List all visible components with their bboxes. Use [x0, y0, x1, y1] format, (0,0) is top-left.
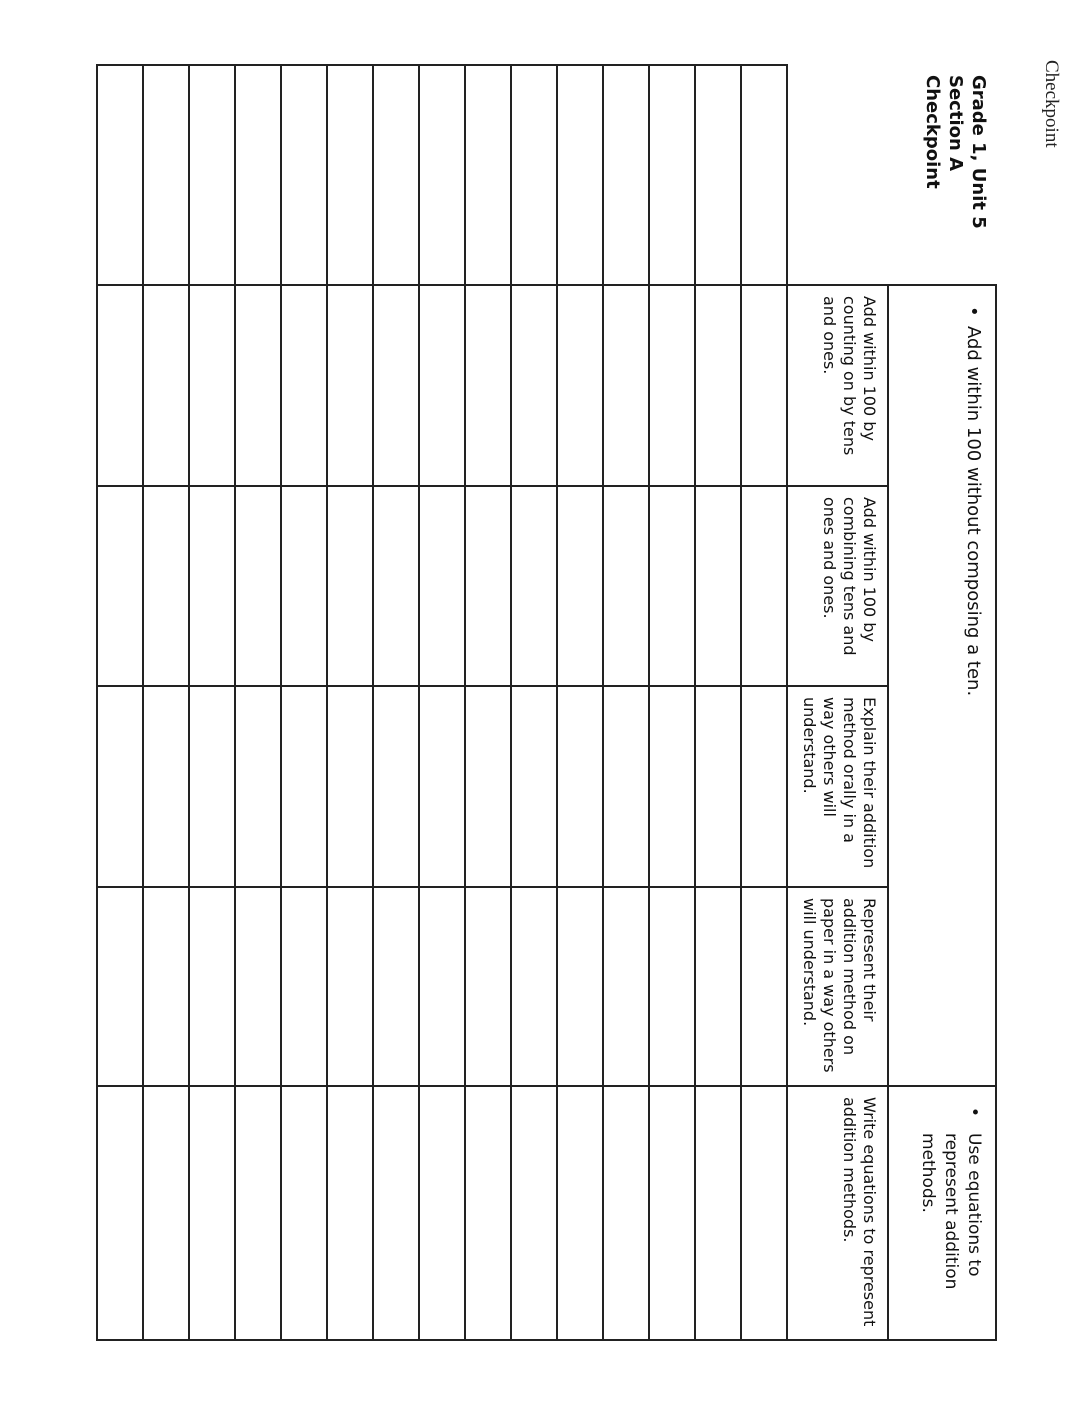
- checklist-cell[interactable]: [235, 285, 281, 486]
- checklist-cell[interactable]: [373, 486, 419, 686]
- checklist-cell[interactable]: [649, 486, 695, 686]
- goal-text: Use equations to represent addition methods.: [918, 1133, 984, 1290]
- checklist-cell[interactable]: [235, 1086, 281, 1340]
- checklist-cell[interactable]: [557, 1086, 603, 1340]
- checklist-cell[interactable]: [235, 686, 281, 887]
- checklist-cell[interactable]: [97, 887, 143, 1086]
- student-name-cell[interactable]: [97, 65, 143, 285]
- checklist-cell[interactable]: [327, 1086, 373, 1340]
- checklist-cell[interactable]: [373, 686, 419, 887]
- checklist-cell[interactable]: [281, 1086, 327, 1340]
- checklist-cell[interactable]: [281, 887, 327, 1086]
- checklist-cell[interactable]: [557, 285, 603, 486]
- student-row: [235, 65, 281, 1340]
- checklist-cell[interactable]: [327, 686, 373, 887]
- checklist-cell[interactable]: [465, 1086, 511, 1340]
- checklist-cell[interactable]: [327, 486, 373, 686]
- checklist-cell[interactable]: [649, 887, 695, 1086]
- checklist-cell[interactable]: [97, 686, 143, 887]
- student-row: [603, 65, 649, 1340]
- checklist-cell[interactable]: [327, 285, 373, 486]
- checklist-cell[interactable]: [143, 887, 189, 1086]
- checklist-cell[interactable]: [557, 887, 603, 1086]
- checklist-cell[interactable]: [97, 486, 143, 686]
- checklist-cell[interactable]: [373, 887, 419, 1086]
- student-name-cell[interactable]: [695, 65, 741, 285]
- checklist-cell[interactable]: [235, 887, 281, 1086]
- checklist-cell[interactable]: [465, 887, 511, 1086]
- student-name-cell[interactable]: [511, 65, 557, 285]
- student-row: [189, 65, 235, 1340]
- student-name-cell[interactable]: [557, 65, 603, 285]
- checklist-landscape: [129, 64, 997, 1339]
- student-row: [557, 65, 603, 1340]
- goal-text: Add within 100 without composing a ten.: [963, 326, 984, 697]
- checklist-cell[interactable]: [419, 887, 465, 1086]
- checklist-cell[interactable]: [189, 686, 235, 887]
- student-name-cell[interactable]: [189, 65, 235, 285]
- checklist-cell[interactable]: [511, 285, 557, 486]
- checklist-cell[interactable]: [649, 285, 695, 486]
- student-name-cell[interactable]: [419, 65, 465, 285]
- checklist-cell[interactable]: [695, 486, 741, 686]
- checklist-cell[interactable]: [557, 686, 603, 887]
- checklist-sheet: [129, 64, 997, 1339]
- checklist-cell[interactable]: [143, 285, 189, 486]
- student-name-cell[interactable]: [649, 65, 695, 285]
- title-line: Checkpoint: [922, 75, 943, 189]
- checklist-cell[interactable]: [419, 1086, 465, 1340]
- student-name-cell[interactable]: [143, 65, 189, 285]
- checklist-cell[interactable]: [143, 486, 189, 686]
- checklist-cell[interactable]: [695, 887, 741, 1086]
- checklist-cell[interactable]: [419, 686, 465, 887]
- checklist-cell[interactable]: [189, 887, 235, 1086]
- checkpoint-title: [787, 65, 996, 285]
- goal-row: [888, 65, 996, 1340]
- checklist-cell[interactable]: [557, 486, 603, 686]
- student-row: [97, 65, 143, 1340]
- checklist-cell[interactable]: [741, 1086, 787, 1340]
- student-name-cell[interactable]: [235, 65, 281, 285]
- checklist-cell[interactable]: [741, 285, 787, 486]
- student-name-cell[interactable]: [465, 65, 511, 285]
- checklist-cell[interactable]: [281, 285, 327, 486]
- title-line: Grade 1, Unit 5: [968, 75, 989, 229]
- checklist-cell[interactable]: [189, 285, 235, 486]
- bullet: •: [963, 306, 984, 317]
- student-row: [281, 65, 327, 1340]
- checklist-cell[interactable]: [97, 1086, 143, 1340]
- criterion-cell: Add within 100 by counting on by tens and ones.: [787, 285, 888, 486]
- checklist-cell[interactable]: [603, 686, 649, 887]
- checklist-cell[interactable]: [373, 285, 419, 486]
- student-row: [373, 65, 419, 1340]
- student-name-cell[interactable]: [741, 65, 787, 285]
- checklist-cell[interactable]: [143, 686, 189, 887]
- student-row: [143, 65, 189, 1340]
- checklist-cell[interactable]: [465, 686, 511, 887]
- student-row: [695, 65, 741, 1340]
- criterion-cell: Write equations to represent addition methods.: [787, 1086, 888, 1340]
- checklist-cell[interactable]: [281, 686, 327, 887]
- checklist-cell[interactable]: [189, 486, 235, 686]
- student-rows: [97, 65, 787, 1340]
- student-row: [419, 65, 465, 1340]
- checklist-cell[interactable]: [511, 887, 557, 1086]
- goal-cell-2: [888, 1086, 996, 1340]
- checklist-cell[interactable]: [603, 1086, 649, 1340]
- page-header: Checkpoint: [1041, 60, 1062, 148]
- checklist-cell[interactable]: [741, 686, 787, 887]
- checklist-cell[interactable]: [327, 887, 373, 1086]
- student-name-cell[interactable]: [603, 65, 649, 285]
- checklist-cell[interactable]: [419, 486, 465, 686]
- student-row: [327, 65, 373, 1340]
- checklist-cell[interactable]: [511, 1086, 557, 1340]
- goal-cell-1: [888, 285, 996, 1086]
- checklist-cell[interactable]: [189, 1086, 235, 1340]
- checklist-cell[interactable]: [741, 887, 787, 1086]
- student-row: [511, 65, 557, 1340]
- student-row: [465, 65, 511, 1340]
- checklist-cell[interactable]: [97, 285, 143, 486]
- checklist-cell[interactable]: [511, 686, 557, 887]
- checklist-cell[interactable]: [649, 1086, 695, 1340]
- checklist-cell[interactable]: [465, 285, 511, 486]
- checklist-cell[interactable]: [695, 285, 741, 486]
- checklist-cell[interactable]: [603, 285, 649, 486]
- checklist-cell[interactable]: [465, 486, 511, 686]
- checklist-cell[interactable]: [649, 686, 695, 887]
- student-name-cell[interactable]: [281, 65, 327, 285]
- checklist-cell[interactable]: [695, 1086, 741, 1340]
- checklist-cell[interactable]: [695, 686, 741, 887]
- bullet: •: [964, 1107, 984, 1118]
- checklist-cell[interactable]: [143, 1086, 189, 1340]
- checklist-cell[interactable]: [281, 486, 327, 686]
- checklist-cell[interactable]: [603, 887, 649, 1086]
- checklist-cell[interactable]: [235, 486, 281, 686]
- checklist-cell[interactable]: [741, 486, 787, 686]
- checklist-cell[interactable]: [603, 486, 649, 686]
- criterion-cell: Represent their addition method on paper in a way others will understand.: [787, 887, 888, 1086]
- checkpoint-table: [96, 64, 997, 1341]
- criterion-cell: Explain their addition method orally in a way others will understand.: [787, 686, 888, 887]
- checklist-cell[interactable]: [511, 486, 557, 686]
- student-name-cell[interactable]: [373, 65, 419, 285]
- title-line: Section A: [945, 75, 966, 171]
- student-row: [741, 65, 787, 1340]
- checklist-cell[interactable]: [373, 1086, 419, 1340]
- student-name-cell[interactable]: [327, 65, 373, 285]
- student-row: [649, 65, 695, 1340]
- checklist-cell[interactable]: [419, 285, 465, 486]
- criterion-cell: Add within 100 by combining tens and ones and ones.: [787, 486, 888, 686]
